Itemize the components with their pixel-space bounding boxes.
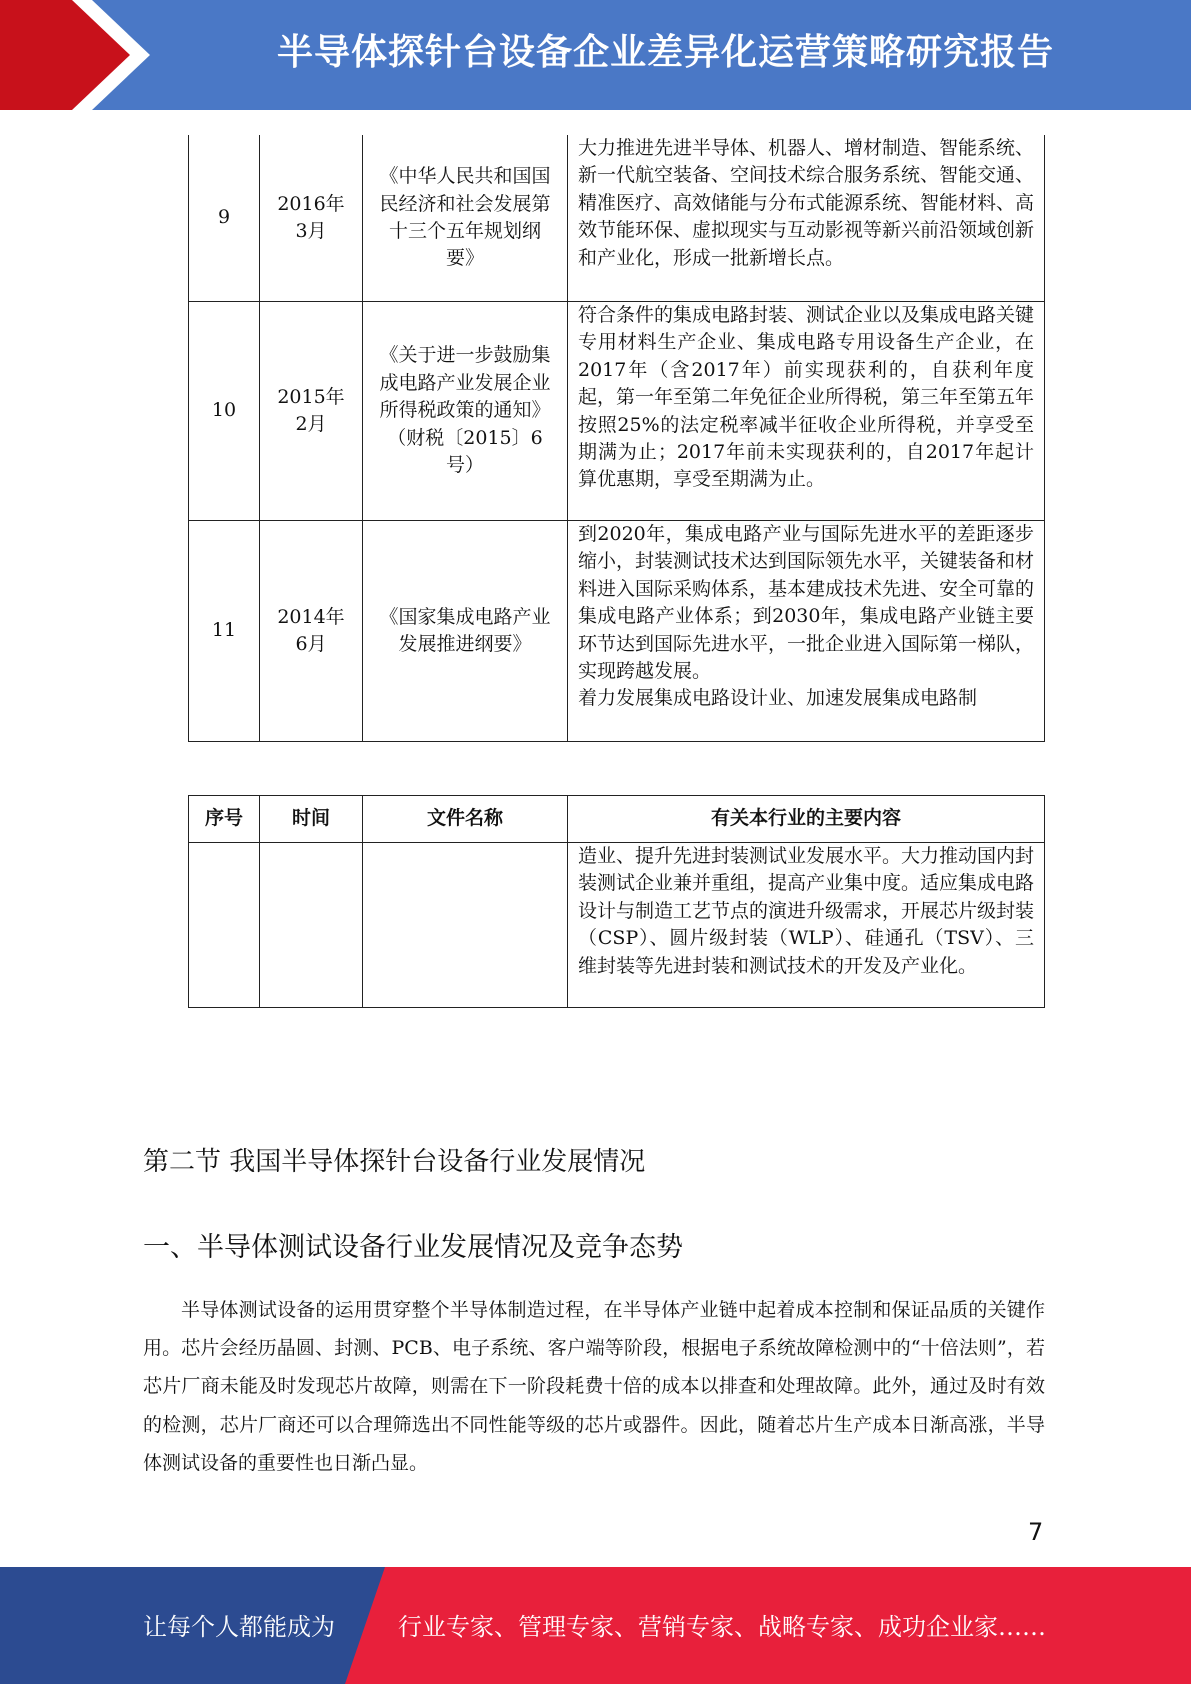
header-content: 有关本行业的主要内容 xyxy=(568,796,1045,843)
row-time: 2015年 2月 xyxy=(260,302,363,521)
table-header-row xyxy=(189,796,1045,843)
table-row xyxy=(189,135,1045,302)
row-index: 9 xyxy=(189,135,260,302)
policy-table-next xyxy=(188,795,1045,1008)
row-content: 造业、提升先进封装测试业发展水平。大力推动国内封装测试企业兼并重组，提高产业集中度。适应集成电路设计与制造工艺节点的演进升级需求，开展芯片级封装（CSP）、圆片级封装（WLP）、硅通孔（TSV）、三维封装等先进封装和测试技术的开发及产业化。 xyxy=(568,843,1045,1008)
row-document-name: 《中华人民共和国国民经济和社会发展第十三个五年规划纲要》 xyxy=(363,135,568,302)
row-index xyxy=(189,843,260,1008)
row-index: 10 xyxy=(189,302,260,521)
table-row xyxy=(189,843,1045,1008)
policy-table-continued xyxy=(188,135,1045,742)
row-time: 2016年 3月 xyxy=(260,135,363,302)
header-time: 时间 xyxy=(260,796,363,843)
header-red-chevron xyxy=(0,0,130,110)
report-title: 半导体探针台设备企业差异化运营策略研究报告 xyxy=(276,32,1054,73)
header-document-name: 文件名称 xyxy=(363,796,568,843)
row-content: 到2020年，集成电路产业与国际先进水平的差距逐步缩小，封装测试技术达到国际领先水平，关键装备和材料进入国际采购体系，基本建成技术先进、安全可靠的集成电路产业体系；到2030年，集成电路产业链主要环节达到国际先进水平，一批企业进入国际第一梯队，实现跨越发展。 着力发展集成电路设计业、加速发展集成电路制 xyxy=(568,521,1045,742)
header-banner xyxy=(0,0,1191,110)
footer-slogan-right: 行业专家、管理专家、营销专家、战略专家、成功企业家…… xyxy=(398,1613,1046,1641)
footer-banner xyxy=(0,1567,1191,1684)
row-document-name: 《国家集成电路产业发展推进纲要》 xyxy=(363,521,568,742)
page-number: 7 xyxy=(1028,1518,1044,1546)
table-row xyxy=(189,302,1045,521)
row-time: 2014年 6月 xyxy=(260,521,363,742)
row-content: 符合条件的集成电路封装、测试企业以及集成电路关键专用材料生产企业、集成电路专用设备生产企业，在2017年（含2017年）前实现获利的，自获利年度起，第一年至第二年免征企业所得税，第三年至第五年按照25%的法定税率减半征收企业所得税，并享受至期满为止；2017年前未实现获利的，自2017年起计算优惠期，享受至期满为止。 xyxy=(568,302,1045,521)
body-paragraph: 半导体测试设备的运用贯穿整个半导体制造过程，在半导体产业链中起着成本控制和保证品质的关键作用。芯片会经历晶圆、封测、PCB、电子系统、客户端等阶段，根据电子系统故障检测中的“十倍法则”，若芯片厂商未能及时发现芯片故障，则需在下一阶段耗费十倍的成本以排查和处理故障。此外，通过及时有效的检测，芯片厂商还可以合理筛选出不同性能等级的芯片或器件。因此，随着芯片生产成本日渐高涨，半导体测试设备的重要性也日渐凸显。 xyxy=(143,1299,1045,1474)
row-content: 大力推进先进半导体、机器人、增材制造、智能系统、新一代航空装备、空间技术综合服务系统、智能交通、精准医疗、高效储能与分布式能源系统、智能材料、高效节能环保、虚拟现实与互动影视等新兴前沿领域创新和产业化，形成一批新增长点。 xyxy=(568,135,1045,302)
row-document-name xyxy=(363,843,568,1008)
footer-slogan-left: 让每个人都能成为 xyxy=(143,1613,335,1641)
row-time xyxy=(260,843,363,1008)
header-index: 序号 xyxy=(189,796,260,843)
row-index: 11 xyxy=(189,521,260,742)
sub-heading: 一、半导体测试设备行业发展情况及竞争态势 xyxy=(143,1232,683,1263)
section-heading: 第二节 我国半导体探针台设备行业发展情况 xyxy=(143,1147,646,1177)
table-row xyxy=(189,521,1045,742)
row-document-name: 《关于进一步鼓励集成电路产业发展企业所得税政策的通知》（财税〔2015〕6号） xyxy=(363,302,568,521)
